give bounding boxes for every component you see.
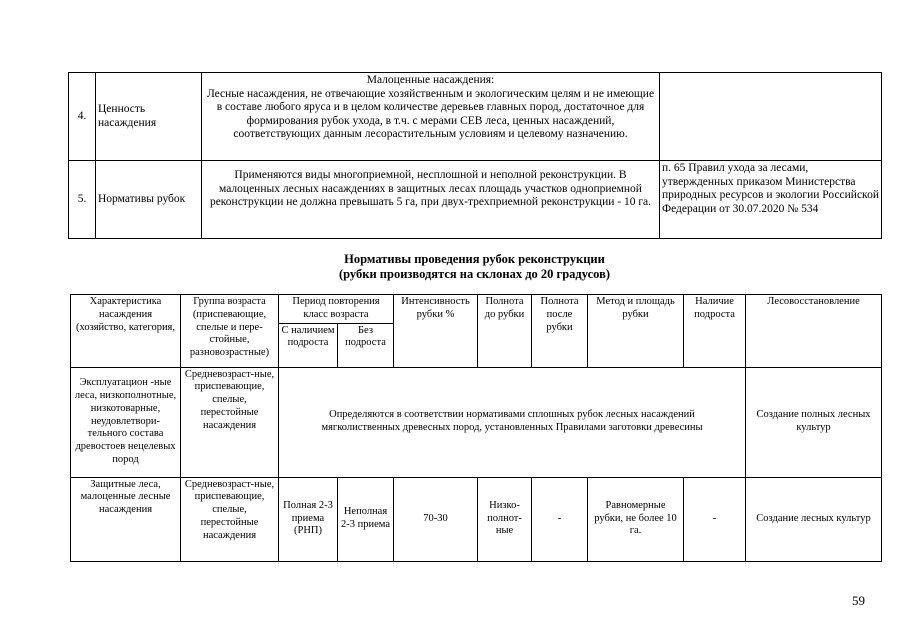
cell-density-before: Низко-полнот-ные <box>478 477 532 561</box>
header-age-group: Группа возраста (приспевающие, спелые и пере-стойные, разновозрастные) <box>181 295 279 368</box>
row-description-text: Лесные насаждения, не отвечающие хозяйственным и экологическим целям и не имеющие в составе любого яруса и в целом количестве деревьев главных пород, достаточное для формирования рубок ухода, в т.ч. с мерами СЕВ леса, ценных насаждений, соответствующих данным лесорастительным условиям и целевому назначению. <box>206 87 655 140</box>
table-row <box>71 477 882 561</box>
header-with-undergrowth: С наличием подроста <box>279 323 338 367</box>
row-reference: п. 65 Правил ухода за лесами, утвержденных приказом Министерства природных ресурсов и экологии Российской Федерации от 30.07.2020 № 534 <box>660 161 882 239</box>
cell-characteristic: Защитные леса, малоценные лесные насаждения <box>71 477 181 561</box>
header-intensity: Интенсивность рубки % <box>394 295 478 368</box>
page-number: 59 <box>852 593 865 608</box>
table-row <box>71 367 882 477</box>
header-reforestation: Лесовосстановление <box>746 295 882 368</box>
header-density-after: Полнота после рубки <box>532 295 588 368</box>
row-number: 4. <box>69 73 96 161</box>
cell-intensity: 70-30 <box>394 477 478 561</box>
reconstruction-norms-table <box>70 294 882 562</box>
header-without-undergrowth: Без подроста <box>338 323 394 367</box>
section-heading: Нормативы проведения рубок реконструкции <box>344 252 605 266</box>
table-row <box>69 73 882 161</box>
cell-age-group: Средневозраст-ные, приспевающие, спелые, перестойные насаждения <box>181 477 279 561</box>
header-row <box>71 295 882 324</box>
row-name: Нормативы рубок <box>96 161 202 239</box>
cell-merged-note: Определяются в соответствии нормативами сплошных рубок лесных насаждений мягколиственных древесных пород, установленных Правилами заготовки древесины <box>279 367 746 477</box>
cell-method: Равномерные рубки, не более 10 га. <box>588 477 684 561</box>
cell-reforestation: Создание лесных культур <box>746 477 882 561</box>
row-reference <box>660 73 882 161</box>
cell-density-after: - <box>532 477 588 561</box>
row-description <box>202 73 660 161</box>
header-method: Метод и площадь рубки <box>588 295 684 368</box>
row-description <box>202 161 660 239</box>
cell-reforestation: Создание полных лесных культур <box>746 367 882 477</box>
criteria-table <box>68 72 882 239</box>
cell-without-undergrowth: Неполная 2-3 приема <box>338 477 394 561</box>
header-characteristic: Характеристика насаждения (хозяйство, категория, <box>71 295 181 368</box>
row-description-text: Применяются виды многоприемной, несплошной и неполной реконструкции. В малоценных лесных насаждениях в защитных лесах площадь участков одноприемной реконструкции не должна превышать 5 га, при двух-трехприемной реконструкции - 10 га. <box>209 169 652 208</box>
table-row <box>69 161 882 239</box>
cell-age-group: Средневозраст-ные, приспевающие, спелые, перестойные насаждения <box>181 367 279 477</box>
section-subheading: (рубки производятся на склонах до 20 градусов) <box>338 267 611 281</box>
row-description-title: Малоценные насаждения: <box>366 74 495 86</box>
cell-presence: - <box>684 477 746 561</box>
row-number: 5. <box>69 161 96 239</box>
header-period: Период повторения класс возраста <box>279 295 394 324</box>
header-density-before: Полнота до рубки <box>478 295 532 368</box>
header-presence: Наличие подроста <box>684 295 746 368</box>
cell-characteristic: Эксплуатацион -ные леса, низкополнотные, низкотоварные, неудовлетвори-тельного состава древостоев нецелевых пород <box>71 367 181 477</box>
row-name: Ценность насаждения <box>96 73 202 161</box>
cell-with-undergrowth: Полная 2-3 приема (РНП) <box>279 477 338 561</box>
